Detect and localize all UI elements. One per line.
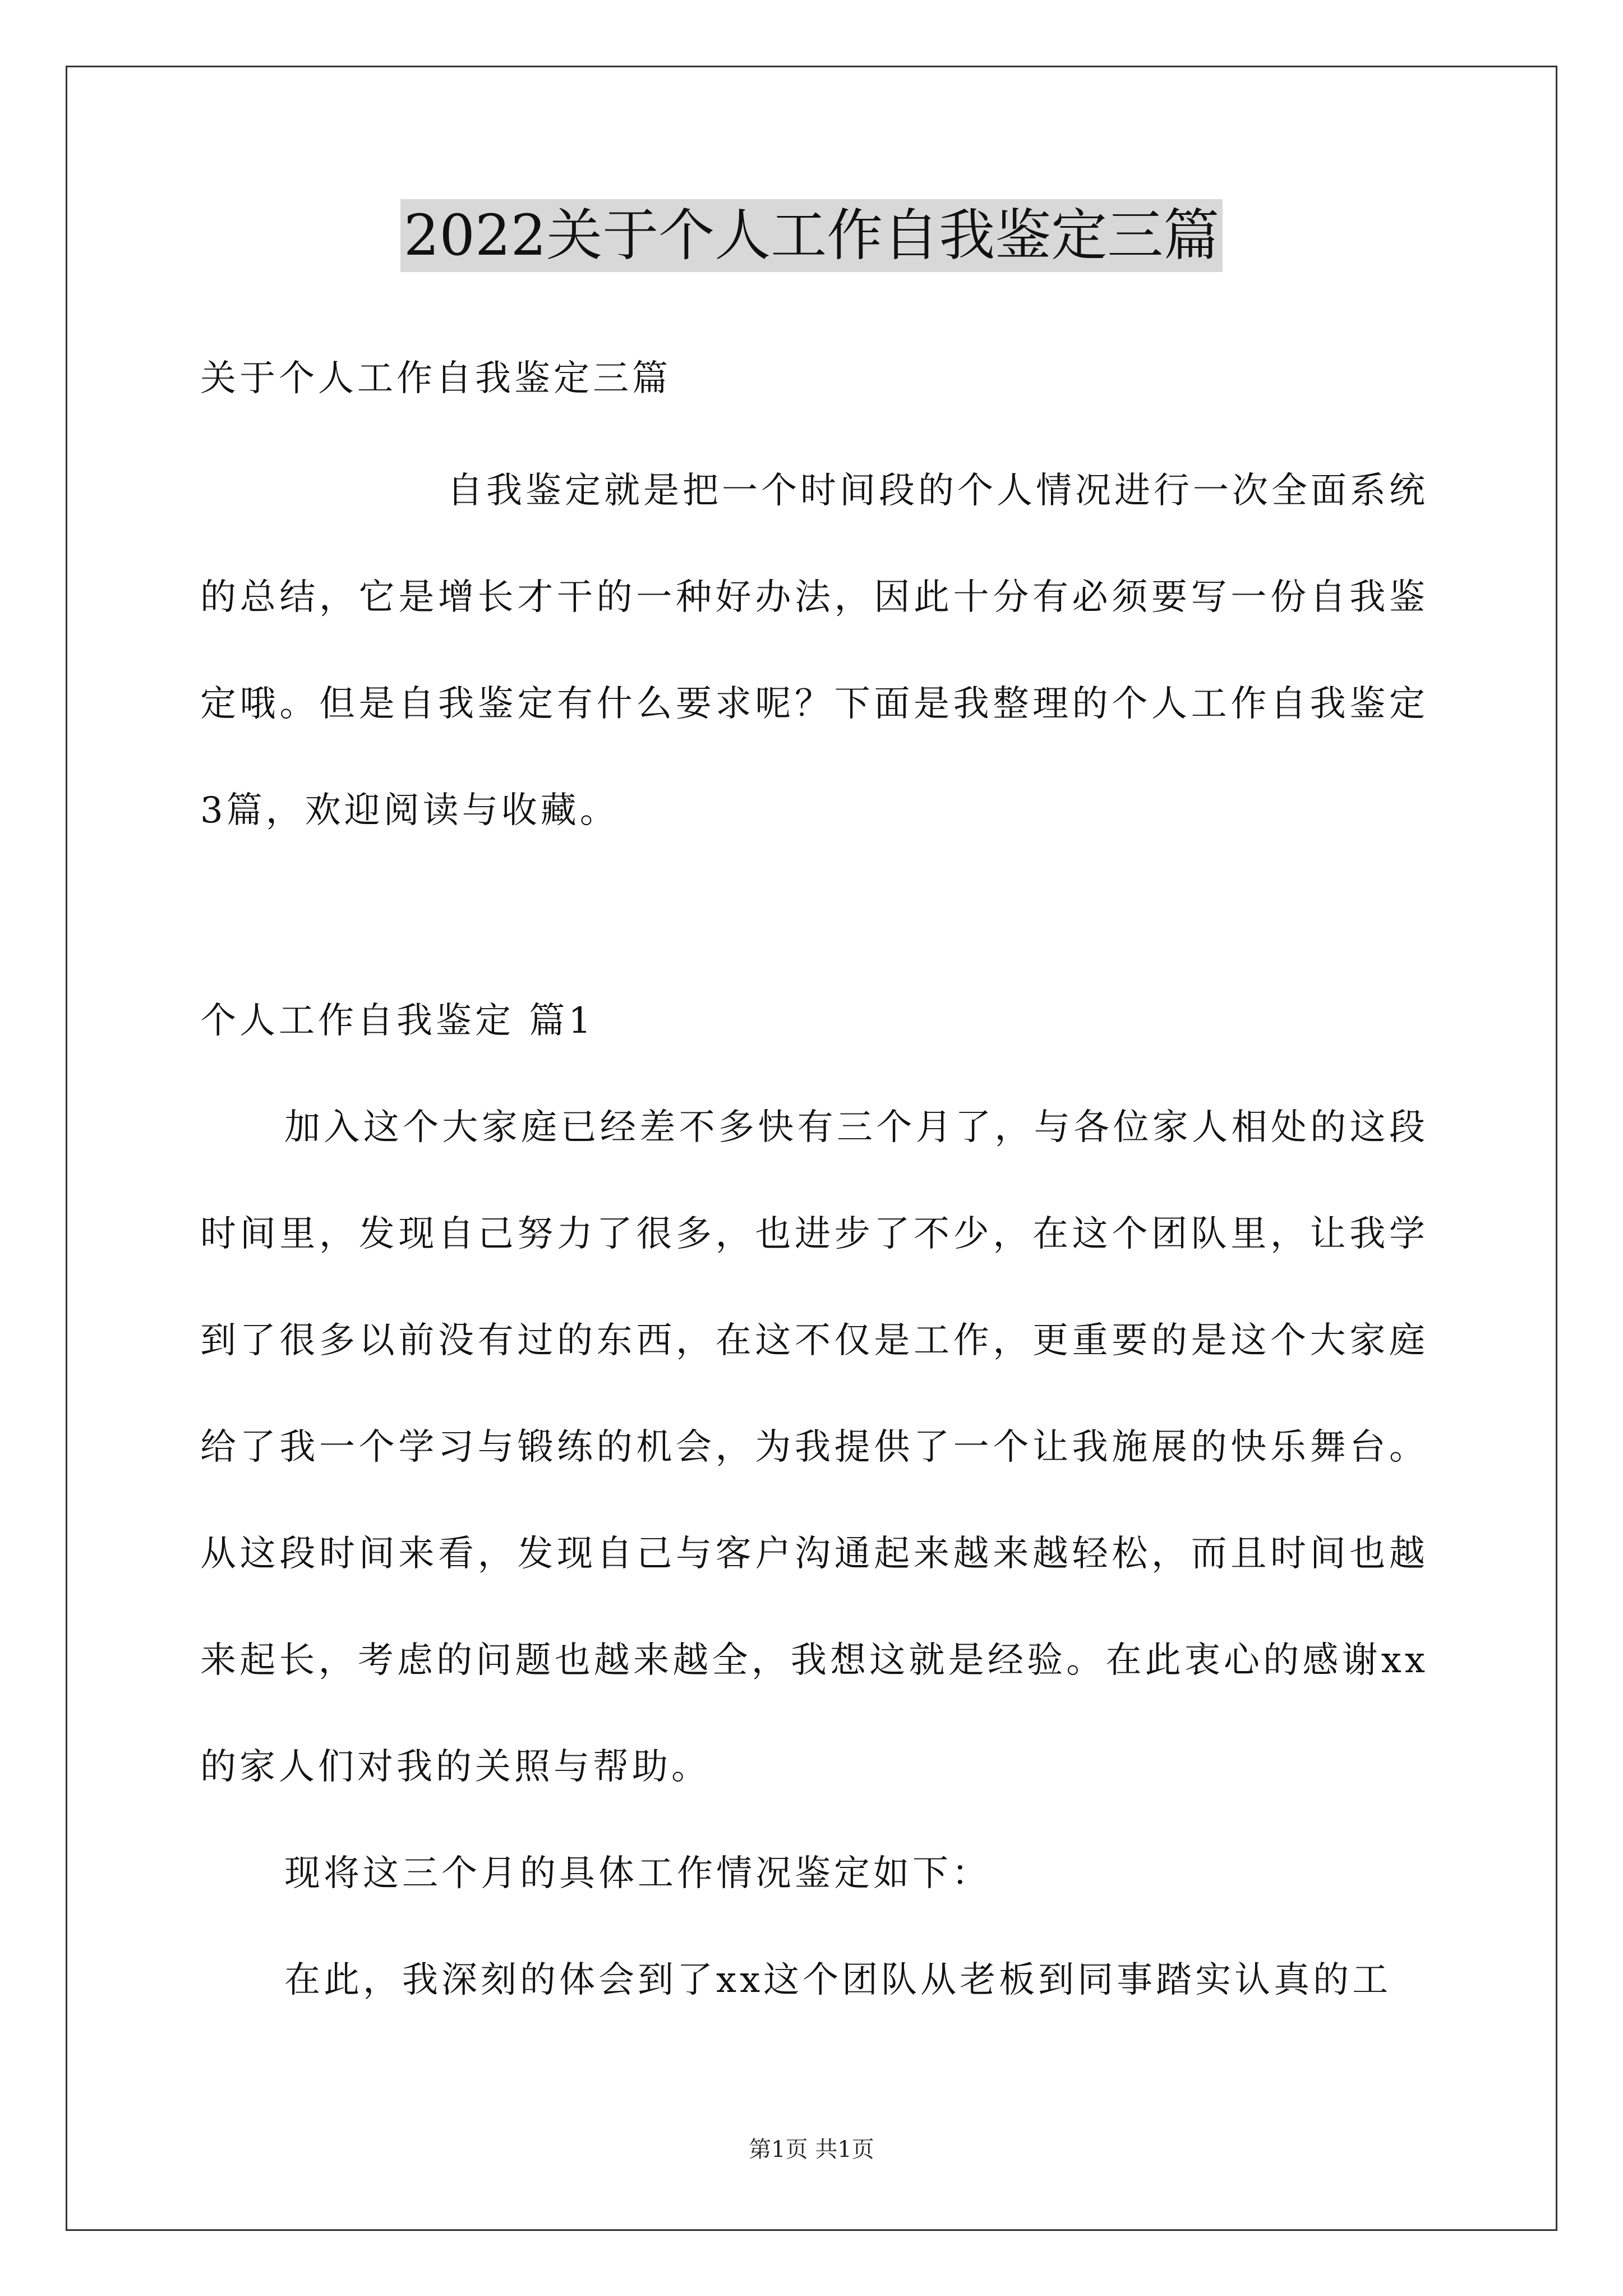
document-title <box>0 199 1623 272</box>
section-heading: 个人工作自我鉴定 篇1 <box>200 1000 595 1042</box>
body-paragraph-1: 加入这个大家庭已经差不多快有三个月了，与各位家人相处的这段时间里，发现自己努力了很多，也进步了不少，在这个团队里，让我学到了很多以前没有过的东西，在这不仅是工作，更重要的是这个大家庭给了我一个学习与锻练的机会，为我提供了一个让我施展的快乐舞台。从这段时间来看，发现自己与客户沟通起来越来越轻松，而且时间也越来起长，考虑的问题也越来越全，我想这就是经验。在此衷心的感谢xx的家人们对我的关照与帮助。 <box>200 1107 1428 1788</box>
body-paragraph-2: 现将这三个月的具体工作情况鉴定如下： <box>284 1853 991 1894</box>
document-title-text: 2022关于个人工作自我鉴定三篇 <box>400 199 1223 272</box>
body-paragraph-3: 在此，我深刻的体会到了xx这个团队从老板到同事踏实认真的工 <box>284 1959 1392 2001</box>
intro-paragraph: 自我鉴定就是把一个时间段的个人情况进行一次全面系统的总结，它是增长才干的一种好办法，因此十分有必须要写一份自我鉴定哦。但是自我鉴定有什么要求呢？下面是我整理的个人工作自我鉴定3篇，欢迎阅读与收藏。 <box>200 470 1428 831</box>
page-footer: 第1页 共1页 <box>749 2137 874 2162</box>
document-subtitle: 关于个人工作自我鉴定三篇 <box>200 358 671 399</box>
